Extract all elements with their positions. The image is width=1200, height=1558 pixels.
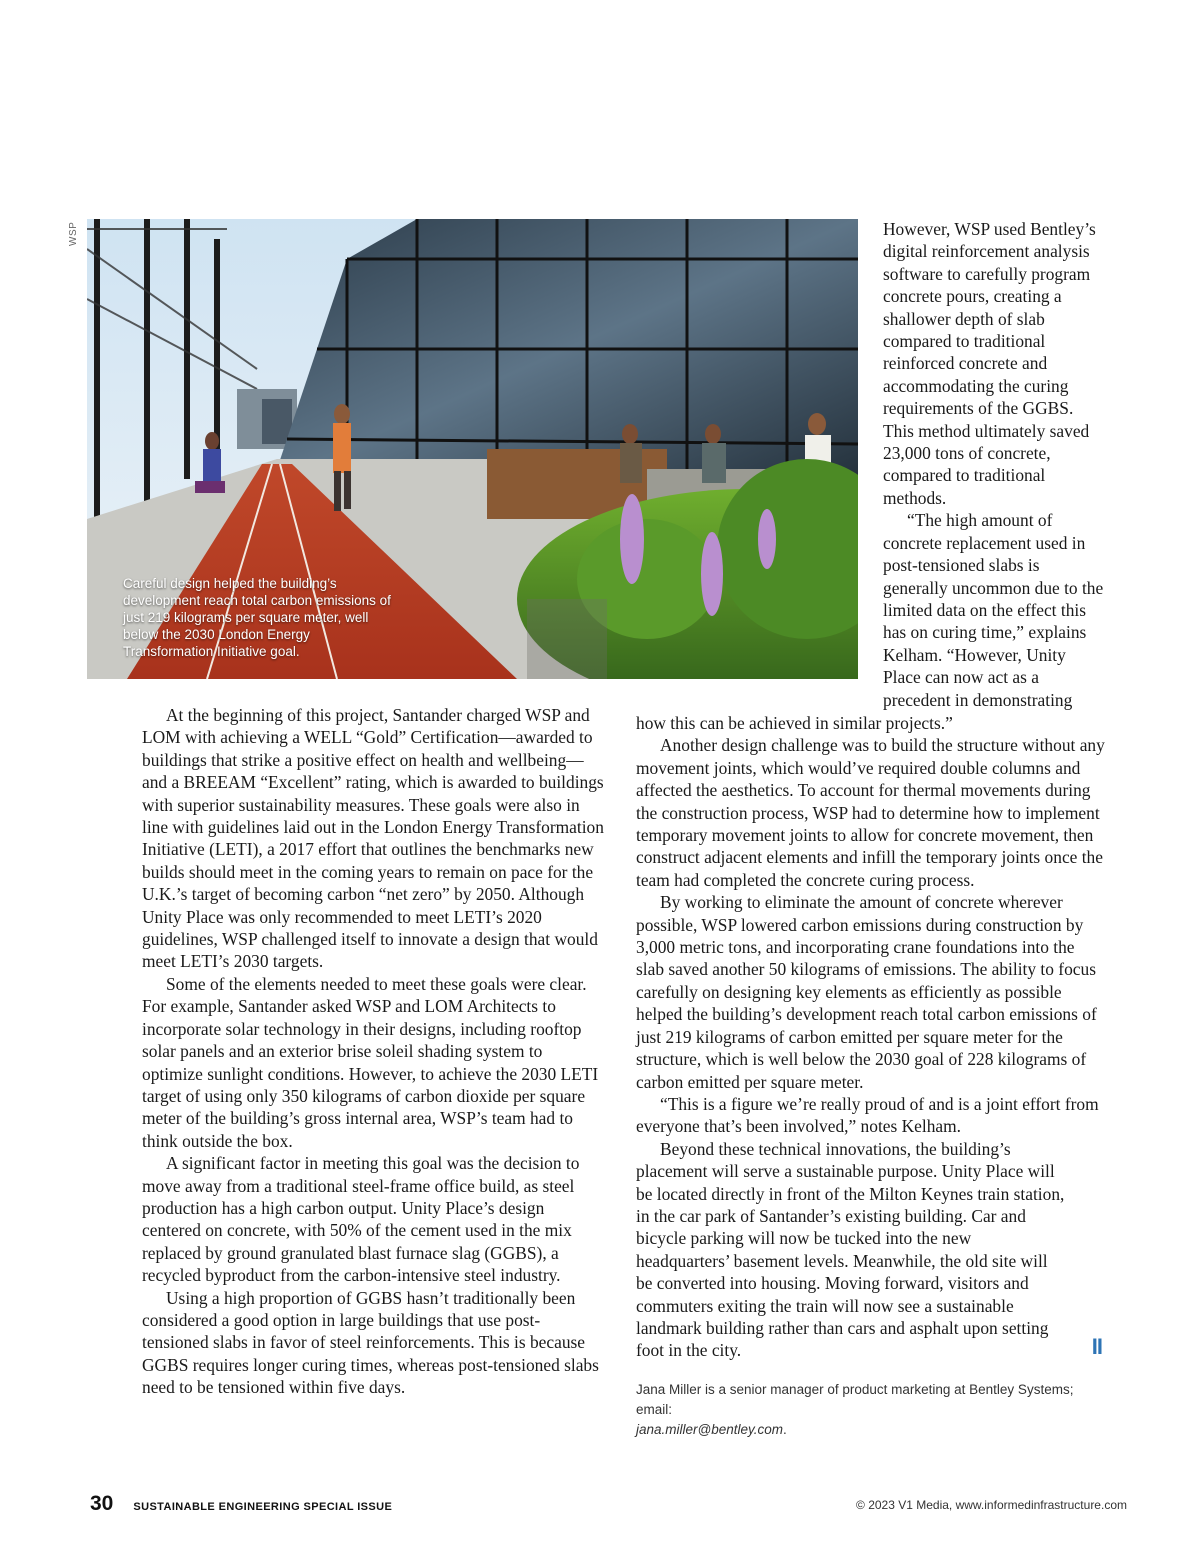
footer-left: [90, 1492, 392, 1516]
paragraph: At the beginning of this project, Santander charged WSP and LOM with achieving a WELL “Gold” Certification—awarded to buildings that strike a positive effect on health and wellbeing—and a BREEAM “Excellent” rating, which is awarded to buildings with superior sustainability measures. These goals were also in line with guidelines laid out in the London Energy Transformation Initiative (LETI), a 2017 effort that outlines the benchmarks new builds should meet in the coming years to remain on pace for the U.K.’s target of becoming carbon “net zero” by 2050. Although Unity Place was only recommended to meet LETI’s 2020 guidelines, WSP challenged itself to innovate a design that would meet LETI’s 2030 targets.: [142, 705, 604, 972]
paragraph: “The high amount of concrete replacement used in post-tensioned slabs is generally uncommon due to the limited data on the effect this has on curing time,” explains Kelham. “However, Unity Place can now act as a precedent in demonstrating: [883, 510, 1104, 710]
photo-credit: WSP: [68, 221, 79, 246]
author-email[interactable]: jana.miller@bentley.com: [636, 1421, 784, 1437]
issue-title: SUSTAINABLE ENGINEERING SPECIAL ISSUE: [133, 1501, 393, 1513]
paragraph: A significant factor in meeting this goal was the decision to move away from a traditional steel-frame office build, as steel production has a high carbon output. Unity Place’s design centered on concrete, with 50% of the cement used in the mix replaced by ground granulated blast furnace slag (GGBS), a recycled byproduct from the carbon-intensive steel industry.: [142, 1153, 580, 1286]
paragraph: Another design challenge was to build the structure without any movement joints, which would’ve required double columns and affected the aesthetics. To account for thermal movements during the construction process, WSP had to determine how to implement temporary movement joints to allow for concrete movement, then construct adjacent elements and infill the temporary joints once the team had completed the concrete curing process.: [636, 735, 1105, 890]
article-column-top-right: [883, 218, 1105, 711]
photo-caption: Careful design helped the building’s development reach total carbon emissions of just 219 kilograms per square meter, well below the 2030 London Energy Transformation Initiative goal.: [123, 576, 391, 659]
article-column-left: [142, 704, 604, 1399]
author-bio-text: Jana Miller is a senior manager of product marketing at Bentley Systems; email:: [636, 1381, 1074, 1417]
paragraph: “This is a figure we’re really proud of and is a joint effort from everyone that’s been involved,” notes Kelham.: [636, 1093, 1099, 1137]
copyright: © 2023 V1 Media, www.informedinfrastructure.com: [856, 1498, 1127, 1512]
paragraph: how this can be achieved in similar projects.”: [636, 713, 953, 733]
paragraph: Using a high proportion of GGBS hasn’t traditionally been considered a good option in large buildings that use post-tensioned slabs in favor of steel reinforcements. This is because GGBS requires longer curing times, whereas post-tensioned slabs need to be tensioned within five days.: [142, 1287, 599, 1398]
end-of-article-mark: II: [1091, 1333, 1102, 1359]
author-bio: [636, 1380, 1106, 1440]
paragraph: Some of the elements needed to meet these goals were clear. For example, Santander asked WSP and LOM Architects to incorporate solar technology in their designs, including rooftop solar panels and an exterior brise soleil shading system to optimize sunlight conditions. However, to achieve the 2030 LETI target of using only 350 kilograms of carbon dioxide per square meter of the building’s gross internal area, WSP’s team had to think outside the box.: [142, 973, 599, 1151]
paragraph: By working to eliminate the amount of concrete wherever possible, WSP lowered carbon emissions during construction by 3,000 metric tons, and incorporating crane foundations into the slab saved another 50 kilograms of emissions. The ability to focus carefully on designing key elements as efficiently as possible helped the building’s development reach total carbon emissions of just 219 kilograms of carbon emitted per square meter for the structure, which is well below the 2030 goal of 228 kilograms of carbon emitted per square meter.: [636, 892, 1097, 1092]
paragraph: Beyond these technical innovations, the building’s placement will serve a sustainable purpose. Unity Place will be located directly in front of the Milton Keynes train station, in the car park of Santander’s existing building. Car and bicycle parking will now be tucked into the new headquarters’ basement levels. Meanwhile, the old site will be converted into housing. Moving forward, visitors and commuters exiting the train will now see a sustainable landmark building rather than cars and asphalt upon setting foot in the city.: [636, 1138, 1065, 1361]
article-column-right: [636, 712, 1106, 1440]
page-number: 30: [90, 1492, 114, 1515]
paragraph: However, WSP used Bentley’s digital reinforcement analysis software to carefully program concrete pours, creating a shallower depth of slab compared to traditional reinforced concrete and accommodating the curing requirements of the GGBS. This method ultimately saved 23,000 tons of concrete, compared to traditional methods.: [883, 219, 1096, 508]
author-bio-trailing: .: [783, 1421, 787, 1437]
